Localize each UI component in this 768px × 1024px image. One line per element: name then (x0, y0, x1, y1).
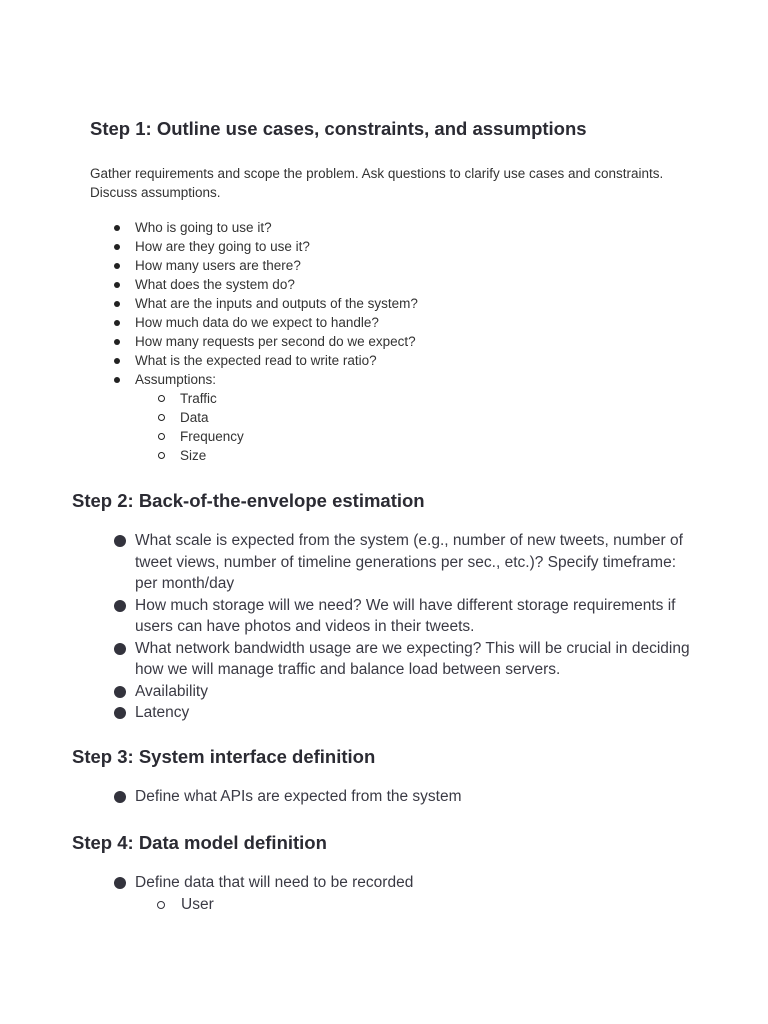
list-item: How many users are there? (90, 256, 690, 275)
hollow-bullet-icon (158, 433, 165, 440)
hollow-bullet-icon (157, 901, 165, 909)
list-item: How many requests per second do we expect? (90, 332, 690, 351)
bullet-icon (114, 263, 120, 269)
step1-section (90, 116, 690, 465)
sublist-item: Traffic (135, 389, 690, 408)
bullet-icon (114, 339, 120, 345)
list-item: Latency (72, 702, 692, 724)
assumptions-sublist (135, 389, 690, 465)
step4-bullet-list (72, 872, 692, 915)
bullet-icon (114, 282, 120, 288)
bullet-icon (114, 707, 126, 719)
sublist-item: User (135, 894, 692, 916)
list-item: Define data that will need to be recorded User (72, 872, 692, 915)
step2-bullet-list (72, 530, 692, 724)
bullet-icon (114, 643, 126, 655)
list-item: What is the expected read to write ratio? (90, 351, 690, 370)
list-item: What are the inputs and outputs of the system? (90, 294, 690, 313)
step2-heading: Step 2: Back-of-the-envelope estimation (72, 490, 425, 511)
hollow-bullet-icon (158, 414, 165, 421)
hollow-bullet-icon (158, 395, 165, 402)
bullet-icon (114, 686, 126, 698)
list-item: What network bandwidth usage are we expecting? This will be crucial in deciding how we will manage traffic and balance load between servers. (72, 638, 692, 681)
step4-section (72, 830, 692, 915)
sublist-item: Frequency (135, 427, 690, 446)
bullet-icon (114, 600, 126, 612)
bullet-icon (114, 791, 126, 803)
step2-section (72, 488, 692, 724)
step1-intro: Gather requirements and scope the problem. Ask questions to clarify use cases and constraints. Discuss assumptions. (90, 166, 664, 200)
sublist-item: Data (135, 408, 690, 427)
bullet-icon (114, 225, 120, 231)
bullet-icon (114, 320, 120, 326)
bullet-icon (114, 244, 120, 250)
step1-bullet-list (90, 218, 690, 465)
bullet-icon (114, 877, 126, 889)
step4-sublist (135, 894, 692, 916)
list-item-assumptions: Assumptions: Traffic Data Frequency Size (90, 370, 690, 465)
step1-heading: Step 1: Outline use cases, constraints, and assumptions (90, 118, 587, 139)
list-item: Availability (72, 681, 692, 703)
hollow-bullet-icon (158, 452, 165, 459)
step4-heading: Step 4: Data model definition (72, 832, 327, 853)
sublist-item: Size (135, 446, 690, 465)
list-item: Who is going to use it? (90, 218, 690, 237)
list-item: What does the system do? (90, 275, 690, 294)
list-item: How much data do we expect to handle? (90, 313, 690, 332)
list-item: How are they going to use it? (90, 237, 690, 256)
bullet-icon (114, 358, 120, 364)
list-item: What scale is expected from the system (e.g., number of new tweets, number of tweet views, number of timeline generations per sec., etc.)? Specify timeframe: per month/day (72, 530, 692, 595)
list-item: Define what APIs are expected from the system (72, 786, 692, 808)
step3-bullet-list (72, 786, 692, 808)
step3-heading: Step 3: System interface definition (72, 746, 376, 767)
bullet-icon (114, 377, 120, 383)
list-item: How much storage will we need? We will have different storage requirements if users can have photos and videos in their tweets. (72, 595, 692, 638)
bullet-icon (114, 301, 120, 307)
step3-section (72, 744, 692, 808)
bullet-icon (114, 535, 126, 547)
